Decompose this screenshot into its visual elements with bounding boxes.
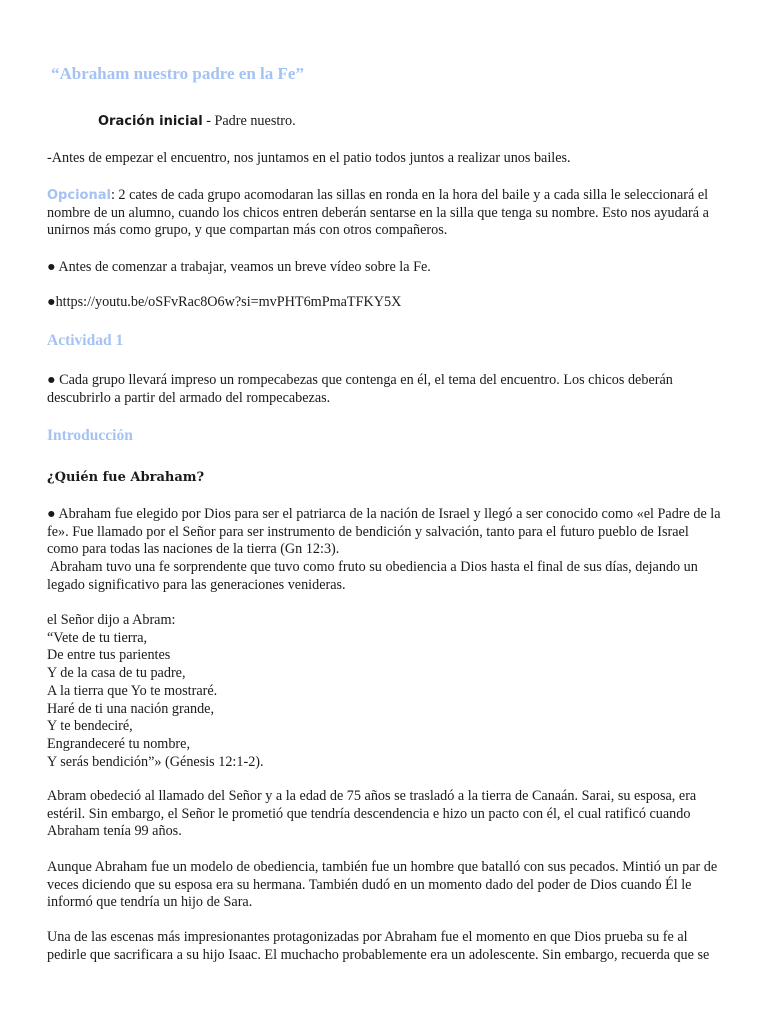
intro-paragraph-3: Aunque Abraham fue un modelo de obediencia, también fue un hombre que batalló con sus pecados. Mintió un par de veces diciendo que su esposa era su hermana. También dudó en un momento dado del poder de Dios cuando Él le informó que tendría un hijo de Sara. bbox=[47, 859, 718, 911]
optional-paragraph bbox=[47, 187, 727, 240]
activity1-paragraph: ● Cada grupo llevará impreso un rompecabezas que contenga en él, el tema del encuentro. Los chicos deberán descubrirlo a partir del armado del rompecabezas. bbox=[47, 372, 673, 406]
intro-paragraph-4: Una de las escenas más impresionantes protagonizadas por Abraham fue el momento en que Dios prueba su fe al pedirle que sacrificara a su hijo Isaac. El muchacho probablemente era un adolescente. Sin embargo, recuerda que se bbox=[47, 929, 710, 963]
video-link[interactable]: ●https://youtu.be/oSFvRac8O6w?si=mvPHT6mPmaTFKY5X bbox=[47, 294, 402, 310]
question-text: ¿Quién fue Abraham? bbox=[47, 470, 205, 485]
document-title: “Abraham nuestro padre en la Fe” bbox=[51, 64, 304, 83]
optional-label: Opcional bbox=[47, 188, 111, 203]
activity1-heading: Actividad 1 bbox=[47, 332, 124, 349]
optional-line: Opcional: 2 cates de cada grupo acomodaran las sillas en ronda en la hora del baile y a cada silla le seleccionará el bbox=[47, 187, 709, 203]
opening-prayer-text: - Padre nuestro. bbox=[202, 113, 296, 129]
optional-line: nombre de un alumno, cuando los chicos entren deberán sentarse en la silla que tenga su nombre. Esto nos ayudará a bbox=[47, 204, 709, 221]
video-intro: ● Antes de comenzar a trabajar, veamos un breve vídeo sobre la Fe. bbox=[47, 259, 431, 275]
intro-paragraph-2: Abram obedeció al llamado del Señor y a la edad de 75 años se trasladó a la tierra de Canaán. Sarai, su esposa, era estéril. Sin embargo, el Señor le prometió que tendría descendencia e hizo un pacto con él, el cual ratificó cuando Abraham tenía 99 años. bbox=[47, 788, 697, 840]
optional-line: unirnos más como grupo, y que compartan más con otros compañeros. bbox=[47, 222, 448, 239]
introduction-heading: Introducción bbox=[47, 427, 133, 444]
genesis-quote: el Señor dijo a Abram: “Vete de tu tierra, De entre tus parientes Y de la casa de tu padre, A la tierra que Yo te mostraré. Haré de ti una nación grande, Y te bendeciré, Engrandeceré tu nombre, Y serás bendición”» (Génesis 12:1-2). bbox=[47, 612, 264, 770]
opening-prayer-label: Oración inicial bbox=[98, 114, 203, 129]
opening-prayer bbox=[98, 113, 768, 131]
intro-line: -Antes de empezar el encuentro, nos juntamos en el patio todos juntos a realizar unos bailes. bbox=[47, 150, 571, 166]
intro-paragraph-1: ● Abraham fue elegido por Dios para ser el patriarca de la nación de Israel y llegó a ser conocido como «el Padre de la fe». Fue llamado por el Señor para ser instrumento de bendición y salvación, tanto para el futuro pueblo de Israel como para todas las naciones de la tierra (Gn 12:3). Abraham tuvo una fe sorprendente que tuvo como fruto su obediencia a Dios hasta el final de sus días, dejando un legado significativo para las generaciones venideras. bbox=[47, 506, 721, 593]
question-heading bbox=[47, 469, 727, 487]
